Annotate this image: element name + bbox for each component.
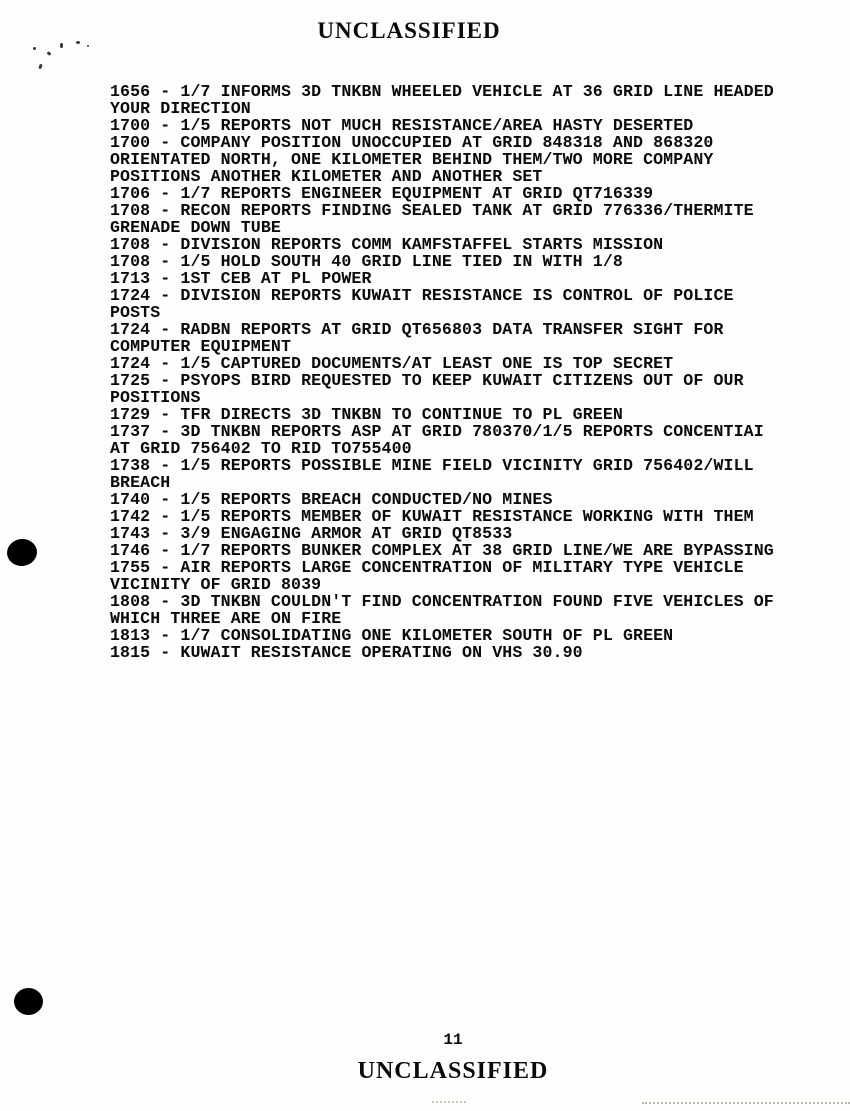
log-line: 1708 - 1/5 HOLD SOUTH 40 GRID LINE TIED IN WITH 1/8: [110, 252, 623, 271]
scan-speckle: [47, 51, 52, 56]
log-line: 1815 - KUWAIT RESISTANCE OPERATING ON VHS 30.90: [110, 643, 583, 662]
log-line: 1708 - DIVISION REPORTS COMM KAMFSTAFFEL STARTS MISSION: [110, 235, 664, 254]
header-classification-label: UNCLASSIFIED: [317, 18, 501, 43]
scan-artifact-marks: [642, 1102, 850, 1104]
hole-punch-mark-top: [5, 537, 38, 568]
log-line: 1656 - 1/7 INFORMS 3D TNKBN WHEELED VEHICLE AT 36 GRID LINE HEADED: [110, 82, 774, 101]
log-line: COMPUTER EQUIPMENT: [110, 337, 292, 356]
scan-artifact-marks: [432, 1101, 466, 1103]
log-line: 1738 - 1/5 REPORTS POSSIBLE MINE FIELD VICINITY GRID 756402/WILL: [110, 456, 754, 475]
footer-classification-label: UNCLASSIFIED: [357, 1058, 549, 1084]
scan-speckle: [38, 64, 43, 70]
log-line: 1742 - 1/5 REPORTS MEMBER OF KUWAIT RESISTANCE WORKING WITH THEM: [110, 507, 754, 526]
log-line: BREACH: [110, 473, 171, 492]
log-line: 1724 - RADBN REPORTS AT GRID QT656803 DATA TRANSFER SIGHT FOR: [110, 320, 724, 339]
log-line: 1724 - 1/5 CAPTURED DOCUMENTS/AT LEAST ONE IS TOP SECRET: [110, 354, 674, 373]
log-line: YOUR DIRECTION: [110, 99, 251, 118]
log-line: 1713 - 1ST CEB AT PL POWER: [110, 269, 372, 288]
log-line: 1743 - 3/9 ENGAGING ARMOR AT GRID QT8533: [110, 524, 513, 543]
scan-speckle: [87, 45, 89, 47]
log-line: WHICH THREE ARE ON FIRE: [110, 609, 342, 628]
log-line: POSITIONS ANOTHER KILOMETER AND ANOTHER SET: [110, 167, 543, 186]
log-line: POSTS: [110, 303, 161, 322]
log-line: 1708 - RECON REPORTS FINDING SEALED TANK AT GRID 776336/THERMITE: [110, 201, 754, 220]
log-line: 1808 - 3D TNKBN COULDN'T FIND CONCENTRATION FOUND FIVE VEHICLES OF: [110, 592, 774, 611]
log-line: 1729 - TFR DIRECTS 3D TNKBN TO CONTINUE TO PL GREEN: [110, 405, 623, 424]
log-line: 1725 - PSYOPS BIRD REQUESTED TO KEEP KUWAIT CITIZENS OUT OF OUR: [110, 371, 744, 390]
log-line: 1706 - 1/7 REPORTS ENGINEER EQUIPMENT AT GRID QT716339: [110, 184, 654, 203]
log-line: 1746 - 1/7 REPORTS BUNKER COMPLEX AT 38 GRID LINE/WE ARE BYPASSING: [110, 541, 774, 560]
scan-speckle: [33, 47, 36, 50]
log-line: 1740 - 1/5 REPORTS BREACH CONDUCTED/NO MINES: [110, 490, 553, 509]
log-line: 1724 - DIVISION REPORTS KUWAIT RESISTANCE IS CONTROL OF POLICE: [110, 286, 734, 305]
log-line: 1813 - 1/7 CONSOLIDATING ONE KILOMETER SOUTH OF PL GREEN: [110, 626, 674, 645]
log-line: 1737 - 3D TNKBN REPORTS ASP AT GRID 780370/1/5 REPORTS CONCENTIAI: [110, 422, 764, 441]
log-line: 1700 - 1/5 REPORTS NOT MUCH RESISTANCE/AREA HASTY DESERTED: [110, 116, 694, 135]
log-line: VICINITY OF GRID 8039: [110, 575, 322, 594]
log-line: 1700 - COMPANY POSITION UNOCCUPIED AT GRID 848318 AND 868320: [110, 133, 714, 152]
log-line: 1755 - AIR REPORTS LARGE CONCENTRATION OF MILITARY TYPE VEHICLE: [110, 558, 744, 577]
log-line: AT GRID 756402 TO RID TO755400: [110, 439, 412, 458]
log-line: GRENADE DOWN TUBE: [110, 218, 281, 237]
page-number: 11: [443, 1031, 463, 1049]
log-entries: [110, 83, 800, 661]
log-line: POSITIONS: [110, 388, 201, 407]
log-line: ORIENTATED NORTH, ONE KILOMETER BEHIND THEM/TWO MORE COMPANY: [110, 150, 714, 169]
hole-punch-mark-bottom: [14, 988, 43, 1015]
